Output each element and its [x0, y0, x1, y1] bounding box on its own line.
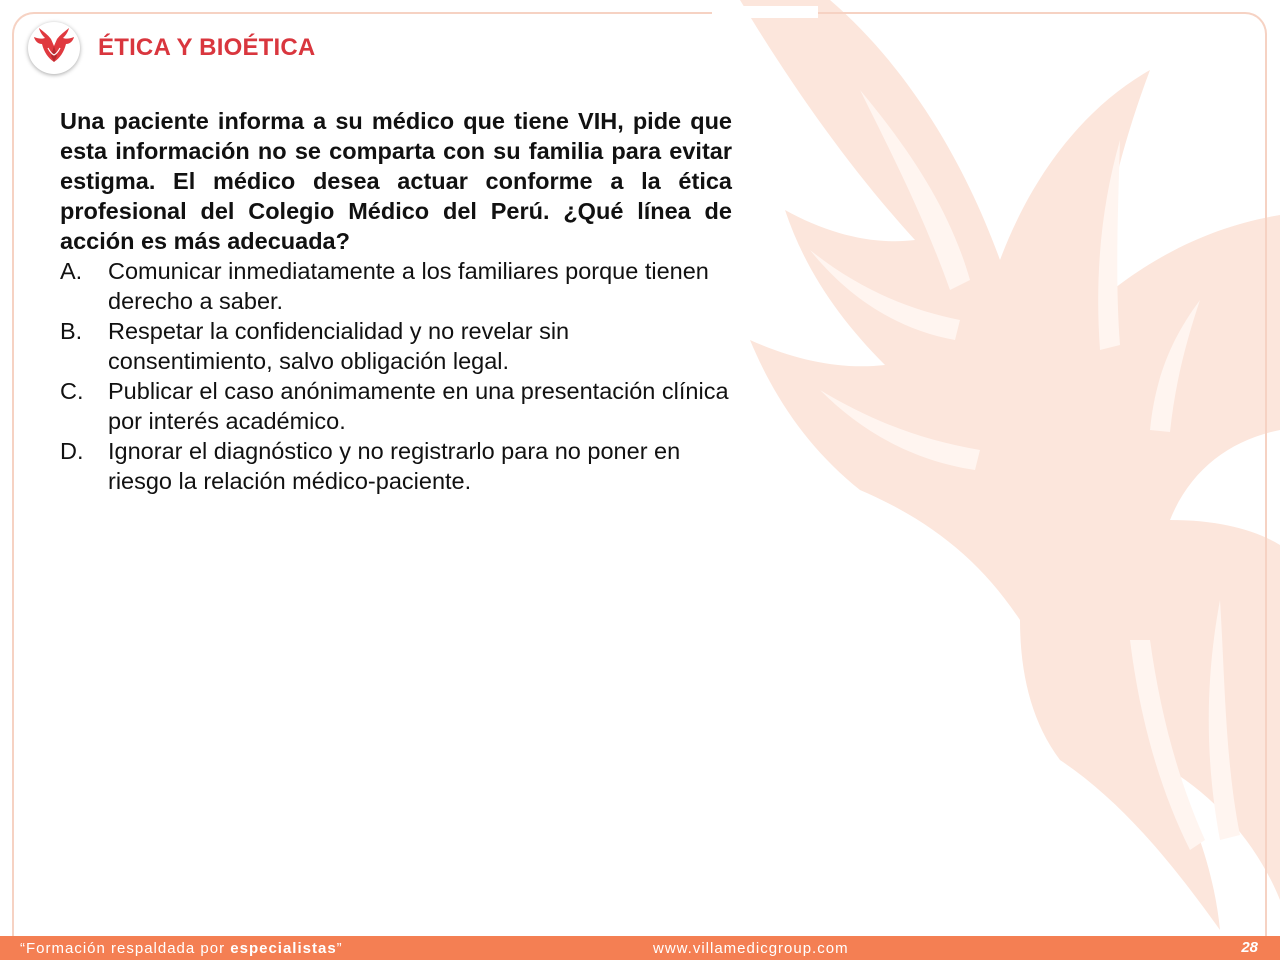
option-d	[60, 436, 732, 496]
question-block	[60, 106, 732, 496]
phoenix-logo-icon	[28, 22, 80, 74]
page-title: ÉTICA Y BIOÉTICA	[98, 34, 316, 61]
footer-website: www.villamedicgroup.com	[653, 940, 849, 957]
question-text: Una paciente informa a su médico que tiene VIH, pide que esta información no se comparta con su familia para evitar estigma. El médico desea actuar conforme a la ética profesional del Colegio Médico del Perú. ¿Qué línea de acción es más adecuada?	[60, 108, 732, 254]
option-letter: C.	[60, 378, 84, 404]
option-text: Respetar la confidencialidad y no revelar sin consentimiento, salvo obligación legal.	[108, 318, 570, 374]
option-text: Ignorar el diagnóstico y no registrarlo para no poner en riesgo la relación médico-paciente.	[108, 438, 681, 494]
option-c	[60, 376, 732, 436]
page-number: 28	[1241, 939, 1258, 956]
option-a	[60, 256, 732, 316]
frame-gap	[712, 6, 818, 18]
option-letter: B.	[60, 318, 83, 344]
tagline-close: ”	[336, 940, 343, 957]
footer-tagline	[20, 940, 343, 957]
option-text: Comunicar inmediatamente a los familiares porque tienen derecho a saber.	[108, 258, 709, 314]
tagline-text: “Formación respaldada por	[20, 940, 231, 957]
option-letter: A.	[60, 258, 83, 284]
option-list	[60, 256, 732, 496]
option-letter: D.	[60, 438, 84, 464]
phoenix-watermark-icon	[700, 0, 1280, 940]
option-b	[60, 316, 732, 376]
footer-bar	[0, 936, 1280, 960]
option-text: Publicar el caso anónimamente en una presentación clínica por interés académico.	[108, 378, 729, 434]
tagline-bold: especialistas	[230, 940, 337, 957]
